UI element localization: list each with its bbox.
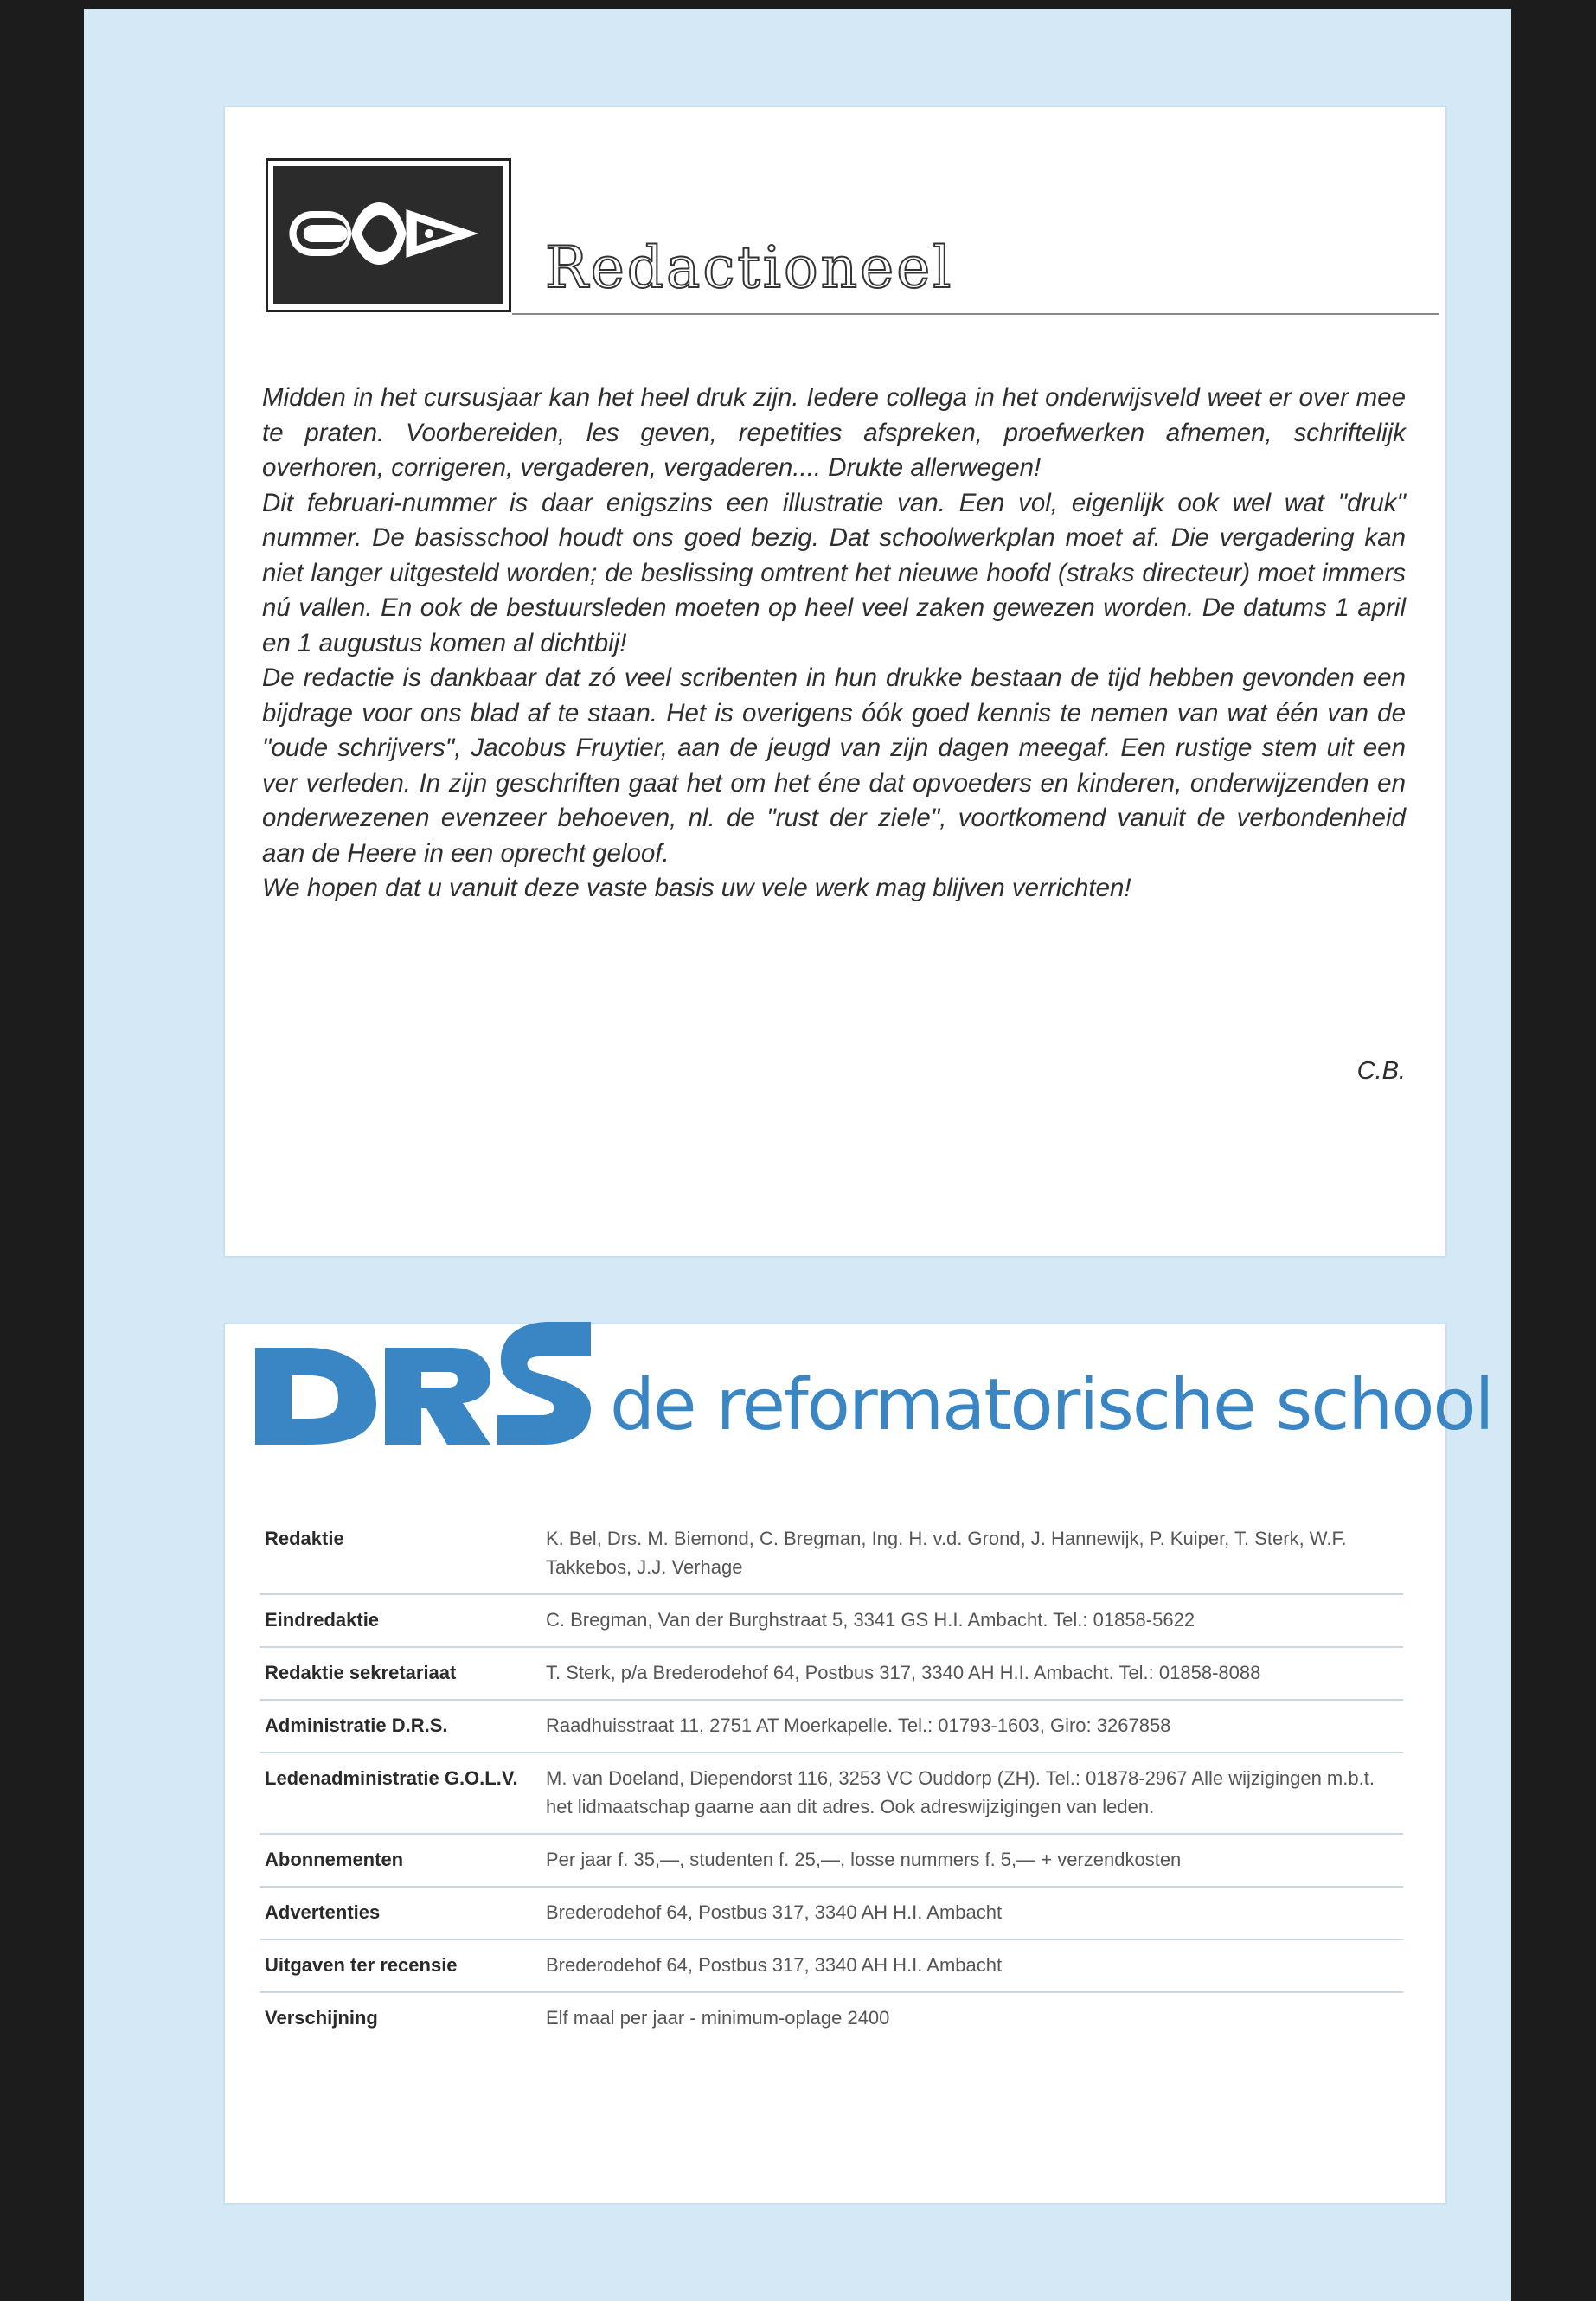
colophon-label: Administratie D.R.S. xyxy=(260,1700,546,1753)
editorial-text xyxy=(262,381,1406,907)
table-row xyxy=(260,1939,1403,1992)
colophon-table xyxy=(260,1514,1403,2044)
editorial-paragraph: Midden in het cursusjaar kan het heel druk zijn. Iedere collega in het onderwijsveld weet er over mee te praten. Voorbereiden, les geven, repetities afspreken, proefwerken afnemen, schriftelijk overhoren, corrigeren, vergaderen, vergaderen.... Drukte allerwegen! xyxy=(262,383,1406,482)
drs-logo xyxy=(255,1322,593,1445)
colophon-value: T. Sterk, p/a Brederodehof 64, Postbus 317, 3340 AH H.I. Ambacht. Tel.: 01858-8088 xyxy=(546,1647,1403,1700)
colophon-label: Eindredaktie xyxy=(260,1594,546,1647)
editorial-paragraph: De redactie is dankbaar dat zó veel scribenten in hun drukke bestaan de tijd hebben gevonden een bijdrage voor ons blad af te staan. Het is overigens óók goed kennis te nemen van wat één van de "oude schrijvers", Jacobus Fruytier, aan de jeugd van zijn dagen meegaf. Een rustige stem uit een ver verleden. In zijn geschriften gaat het om het éne dat opvoeders en kinderen, onderwijzenden en onderwezenen evenzeer behoeven, nl. de "rust der ziele", voortkomend vanuit de verbondenheid aan de Heere in een oprecht geloof. xyxy=(262,663,1406,868)
editorial-signature: C.B. xyxy=(1356,1057,1406,1085)
colophon-value: Raadhuisstraat 11, 2751 AT Moerkapelle. Tel.: 01793-1603, Giro: 3267858 xyxy=(546,1700,1403,1753)
colophon-value: Brederodehof 64, Postbus 317, 3340 AH H.I. Ambacht xyxy=(546,1939,1403,1992)
drs-tagline: de reformatorische school xyxy=(610,1364,1493,1446)
colophon-value: C. Bregman, Van der Burghstraat 5, 3341 GS H.I. Ambacht. Tel.: 01858-5622 xyxy=(546,1594,1403,1647)
table-row xyxy=(260,1753,1403,1834)
colophon-value: Brederodehof 64, Postbus 317, 3340 AH H.I. Ambacht xyxy=(546,1887,1403,1939)
table-row xyxy=(260,1834,1403,1887)
colophon-label: Redaktie sekretariaat xyxy=(260,1647,546,1700)
editorial-paragraph: We hopen dat u vanuit deze vaste basis uw vele werk mag blijven verrichten! xyxy=(262,874,1131,902)
table-row xyxy=(260,1594,1403,1647)
table-row xyxy=(260,1700,1403,1753)
colophon-value: M. van Doeland, Diependorst 116, 3253 VC Ouddorp (ZH). Tel.: 01878-2967 Alle wijzigingen m.b.t. het lidmaatschap gaarne aan dit adres. Ook adreswijzigingen van leden. xyxy=(546,1753,1403,1834)
table-row xyxy=(260,1647,1403,1700)
colophon-value: Per jaar f. 35,—, studenten f. 25,—, losse nummers f. 5,— + verzendkosten xyxy=(546,1834,1403,1887)
table-row xyxy=(260,1887,1403,1939)
colophon-value: Elf maal per jaar - minimum-oplage 2400 xyxy=(546,2007,890,2029)
table-row xyxy=(260,1992,1403,2044)
title-divider xyxy=(512,313,1439,315)
colophon-label: Ledenadministratie G.O.L.V. xyxy=(260,1753,546,1834)
colophon-label: Uitgaven ter recensie xyxy=(260,1939,546,1992)
fountain-pen-icon xyxy=(273,166,503,304)
colophon-label: Advertenties xyxy=(260,1887,546,1939)
table-row xyxy=(260,1514,1403,1594)
colophon-label: Verschijning xyxy=(265,2007,378,2029)
page-title: Redactioneel xyxy=(545,234,954,301)
colophon-label: Redaktie xyxy=(260,1514,546,1594)
pen-logo xyxy=(266,158,511,312)
colophon-value: K. Bel, Drs. M. Biemond, C. Bregman, Ing. H. v.d. Grond, J. Hannewijk, P. Kuiper, T. Sterk, W.F. Takkebos, J.J. Verhage xyxy=(546,1514,1403,1594)
colophon-label: Abonnementen xyxy=(260,1834,546,1887)
editorial-paragraph: Dit februari-nummer is daar enigszins een illustratie van. Een vol, eigenlijk ook wel wat "druk" nummer. De basisschool houdt ons goed bezig. Dat schoolwerkplan moet af. Die vergadering kan niet langer uitgesteld worden; de beslissing omtrent het nieuwe hoofd (straks directeur) moet immers nú vallen. En ook de bestuursleden moeten op heel veel zaken gewezen worden. De datums 1 april en 1 augustus komen al dichtbij! xyxy=(262,488,1406,657)
